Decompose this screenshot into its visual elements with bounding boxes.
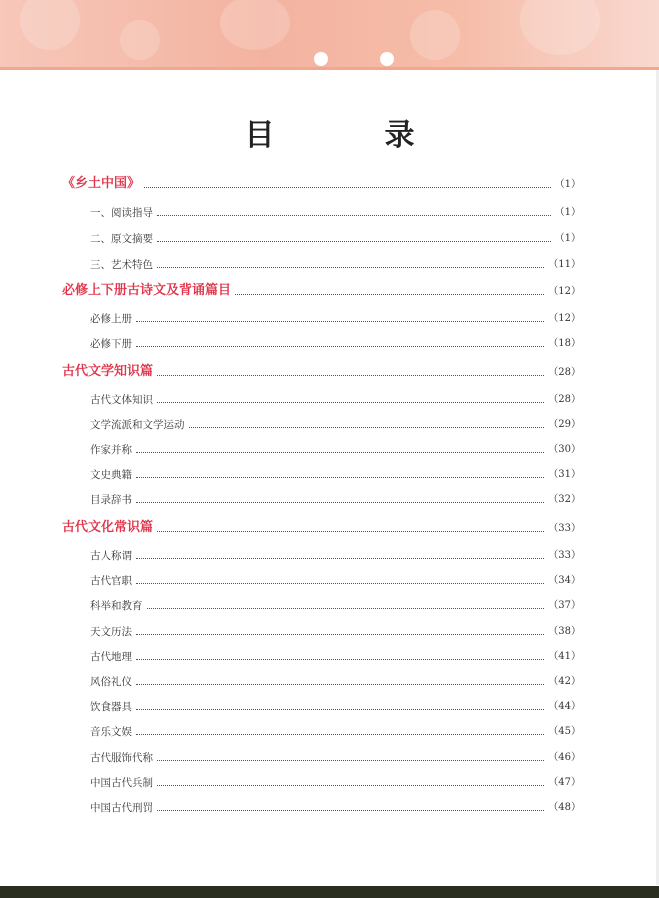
toc-page-number: （33） <box>548 550 581 561</box>
footer-bar <box>0 886 659 898</box>
toc-page-number: （47） <box>548 777 581 788</box>
toc-page-number: （34） <box>548 575 581 586</box>
toc-entry-label: 目录辞书 <box>90 494 132 506</box>
toc-entry[interactable] <box>90 669 581 689</box>
toc-page-number: （1） <box>554 179 581 190</box>
toc-entry[interactable] <box>90 437 581 457</box>
toc-entry[interactable] <box>90 462 581 482</box>
toc-page-number: （1） <box>554 207 581 218</box>
toc-section-entry[interactable] <box>62 360 581 380</box>
toc-page-number: （29） <box>548 419 581 430</box>
toc-entry[interactable] <box>90 795 581 815</box>
header-banner <box>0 0 659 70</box>
toc-entry[interactable] <box>90 487 581 507</box>
toc-entry-label: 古代官职 <box>90 575 132 587</box>
toc-entry[interactable] <box>90 252 581 272</box>
toc-section-entry[interactable] <box>62 172 581 192</box>
toc-entry-label: 古代服饰代称 <box>90 752 153 764</box>
toc-entry[interactable] <box>90 644 581 664</box>
dot-leader <box>136 501 544 503</box>
binding-hole-left <box>314 52 328 66</box>
toc-entry-label: 必修下册 <box>90 338 132 350</box>
dot-leader <box>136 658 544 660</box>
toc-entry-label: 必修上下册古诗文及背诵篇目 <box>62 283 232 298</box>
toc-page-number: （30） <box>548 444 581 455</box>
toc-entry[interactable] <box>90 719 581 739</box>
toc-section-entry[interactable] <box>62 516 581 536</box>
toc-entry-label: 古代地理 <box>90 651 132 663</box>
toc-entry-label: 饮食器具 <box>90 701 132 713</box>
toc-page-number: （42） <box>548 676 581 687</box>
toc-entry-label: 三、艺术特色 <box>90 259 153 271</box>
dot-leader <box>136 451 544 453</box>
dot-leader <box>144 186 551 188</box>
toc-entry-label: 风俗礼仪 <box>90 676 132 688</box>
dot-leader <box>157 266 544 268</box>
toc-entry-label: 中国古代兵制 <box>90 777 153 789</box>
toc-entry[interactable] <box>90 306 581 326</box>
binding-hole-right <box>380 52 394 66</box>
toc-page-number: （18） <box>548 338 581 349</box>
toc-entry-label: 文史典籍 <box>90 469 132 481</box>
toc-page-number: （28） <box>548 367 581 378</box>
toc-page-number: （46） <box>548 752 581 763</box>
dot-leader <box>136 733 544 735</box>
toc-entry[interactable] <box>90 593 581 613</box>
dot-leader <box>136 633 544 635</box>
toc-entry-label: 中国古代刑罚 <box>90 802 153 814</box>
toc-page-number: （41） <box>548 651 581 662</box>
toc-entry[interactable] <box>90 745 581 765</box>
dot-leader <box>136 476 544 478</box>
toc-entry-label: 古代文学知识篇 <box>62 364 154 379</box>
dot-leader <box>147 607 545 609</box>
toc-entry[interactable] <box>90 226 581 246</box>
toc-entry-label: 古代文体知识 <box>90 394 153 406</box>
toc-entry-label: 文学流派和文学运动 <box>90 419 185 431</box>
toc-page-number: （12） <box>548 286 581 297</box>
toc-entry-label: 作家并称 <box>90 444 132 456</box>
toc-section-entry[interactable] <box>62 279 581 299</box>
toc-page-number: （48） <box>548 802 581 813</box>
toc-entry[interactable] <box>90 200 581 220</box>
dot-leader <box>136 582 544 584</box>
toc-entry-label: 二、原文摘要 <box>90 233 153 245</box>
toc-entry-label: 古人称谓 <box>90 550 132 562</box>
toc-entry-label: 天文历法 <box>90 626 132 638</box>
dot-leader <box>157 374 544 376</box>
toc-page-number: （32） <box>548 494 581 505</box>
dot-leader <box>189 426 545 428</box>
dot-leader <box>136 345 544 347</box>
toc-entry[interactable] <box>90 387 581 407</box>
dot-leader <box>136 683 544 685</box>
dot-leader <box>136 320 544 322</box>
toc-entry[interactable] <box>90 412 581 432</box>
toc-entry-label: 古代文化常识篇 <box>62 520 154 535</box>
toc-entry[interactable] <box>90 331 581 351</box>
toc-page-number: （31） <box>548 469 581 480</box>
toc-entry-label: 音乐文娱 <box>90 726 132 738</box>
dot-leader <box>157 759 544 761</box>
toc-entry[interactable] <box>90 770 581 790</box>
toc-entry-label: 必修上册 <box>90 313 132 325</box>
toc-entry-label: 《乡土中国》 <box>62 176 141 191</box>
dot-leader <box>235 293 544 295</box>
toc-page-number: （45） <box>548 726 581 737</box>
toc-entry[interactable] <box>90 543 581 563</box>
toc-page-number: （28） <box>548 394 581 405</box>
toc-page-number: （38） <box>548 626 581 637</box>
toc-page-number: （12） <box>548 313 581 324</box>
toc-entry[interactable] <box>90 568 581 588</box>
dot-leader <box>157 809 544 811</box>
dot-leader <box>136 708 544 710</box>
dot-leader <box>157 784 544 786</box>
dot-leader <box>136 557 544 559</box>
toc-entry-label: 一、阅读指导 <box>90 207 153 219</box>
page-title: 目 录 <box>244 118 455 153</box>
dot-leader <box>157 530 544 532</box>
dot-leader <box>157 214 551 216</box>
toc-page-number: （33） <box>548 523 581 534</box>
dot-leader <box>157 240 551 242</box>
toc-page-number: （11） <box>548 259 581 270</box>
toc-entry[interactable] <box>90 619 581 639</box>
toc-entry-label: 科举和教育 <box>90 600 143 612</box>
toc-page-number: （44） <box>548 701 581 712</box>
toc-page-number: （37） <box>548 600 581 611</box>
toc-page-number: （1） <box>554 233 581 244</box>
toc-entry[interactable] <box>90 694 581 714</box>
dot-leader <box>157 401 544 403</box>
